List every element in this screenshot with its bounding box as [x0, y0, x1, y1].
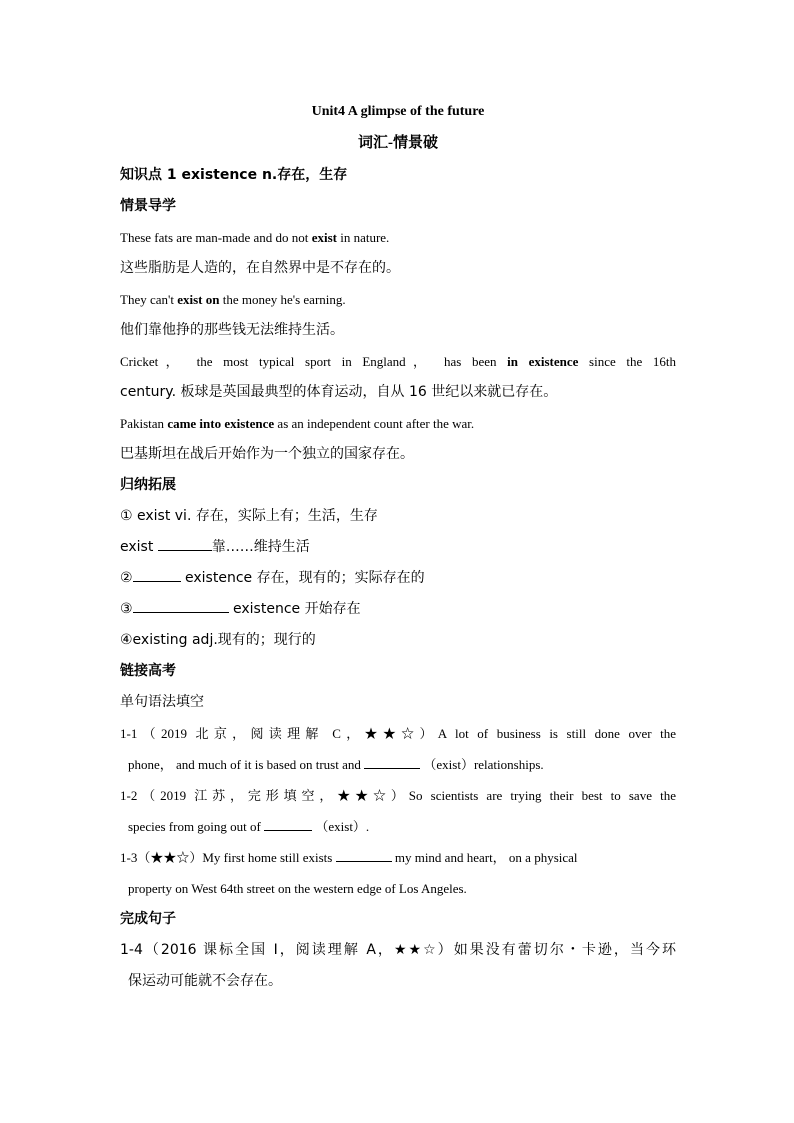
exercise-line: 保运动可能就不会存在。	[128, 973, 282, 989]
example-sentence-en: These fats are man-made and do not exist in nature.	[120, 230, 390, 245]
keyword: in existence	[507, 354, 579, 369]
section-complete-heading: 完成句子	[120, 911, 176, 927]
section-intro-heading: 情景导学	[120, 198, 176, 214]
keyword: came into existence	[167, 416, 275, 431]
exercise-line: 1-4（2016 课标全国 I，阅读理解 A，★★☆）如果没有蕾切尔・卡逊，当今环	[120, 942, 676, 958]
summary-item: ④existing adj.现有的；现行的	[120, 632, 316, 648]
summary-item: ③ existence 开始存在	[120, 594, 676, 625]
answer-blank[interactable]	[336, 847, 392, 862]
page-subtitle: 词汇-情景破	[358, 135, 438, 151]
section-link-heading: 链接高考	[120, 663, 176, 679]
exercise-line: phone， and much of it is based on trust and （exist）relationships.	[120, 749, 676, 780]
page-title: Unit4 A glimpse of the future	[311, 104, 485, 119]
summary-item: ① exist vi. 存在，实际上有；生活，生存	[120, 508, 378, 524]
answer-blank[interactable]	[133, 567, 181, 582]
example-sentence-zh: 他们靠他挣的那些钱无法维持生活。	[120, 322, 344, 338]
answer-blank[interactable]	[264, 816, 312, 831]
exercise-line: 1-2（2019 江苏，完形填空，★★☆）So scientists are trying their best to save the	[120, 788, 676, 803]
document-page	[120, 98, 676, 997]
section-summary-heading: 归纳拓展	[120, 477, 176, 493]
exercise-line: property on West 64th street on the western edge of Los Angeles.	[128, 881, 467, 896]
example-sentence-en: They can't exist on the money he's earning.	[120, 292, 346, 307]
example-sentence-zh: 巴基斯坦在战后开始作为一个独立的国家存在。	[120, 446, 414, 462]
exercise-line: species from going out of （exist）.	[120, 811, 676, 842]
section-fill-heading: 单句语法填空	[120, 694, 204, 710]
example-sentence-en: Pakistan came into existence as an independent count after the war.	[120, 416, 475, 431]
example-sentence-zh: century. 板球是英国最典型的体育运动，自从 16 世纪以来就已存在。	[120, 384, 558, 400]
answer-blank[interactable]	[158, 536, 212, 551]
summary-item: ② existence 存在，现有的；实际存在的	[120, 563, 676, 594]
knowledge-point-heading: 知识点 1 existence n.存在，生存	[120, 167, 348, 183]
example-sentence-zh: 这些脂肪是人造的，在自然界中是不存在的。	[120, 260, 400, 276]
answer-blank[interactable]	[364, 754, 420, 769]
keyword: exist	[311, 230, 337, 245]
exercise-line: 1-3（★★☆）My first home still exists my mind and heart， on a physical	[120, 842, 676, 873]
keyword: exist on	[177, 292, 220, 307]
example-sentence-en: Cricket， the most typical sport in England， has been in existence since the 16th	[120, 354, 676, 369]
answer-blank[interactable]	[133, 598, 229, 613]
exercise-line: 1-1（2019 北京，阅读理解 C，★★☆）A lot of business is still done over the	[120, 726, 676, 741]
summary-item: exist 靠……维持生活	[120, 532, 676, 563]
